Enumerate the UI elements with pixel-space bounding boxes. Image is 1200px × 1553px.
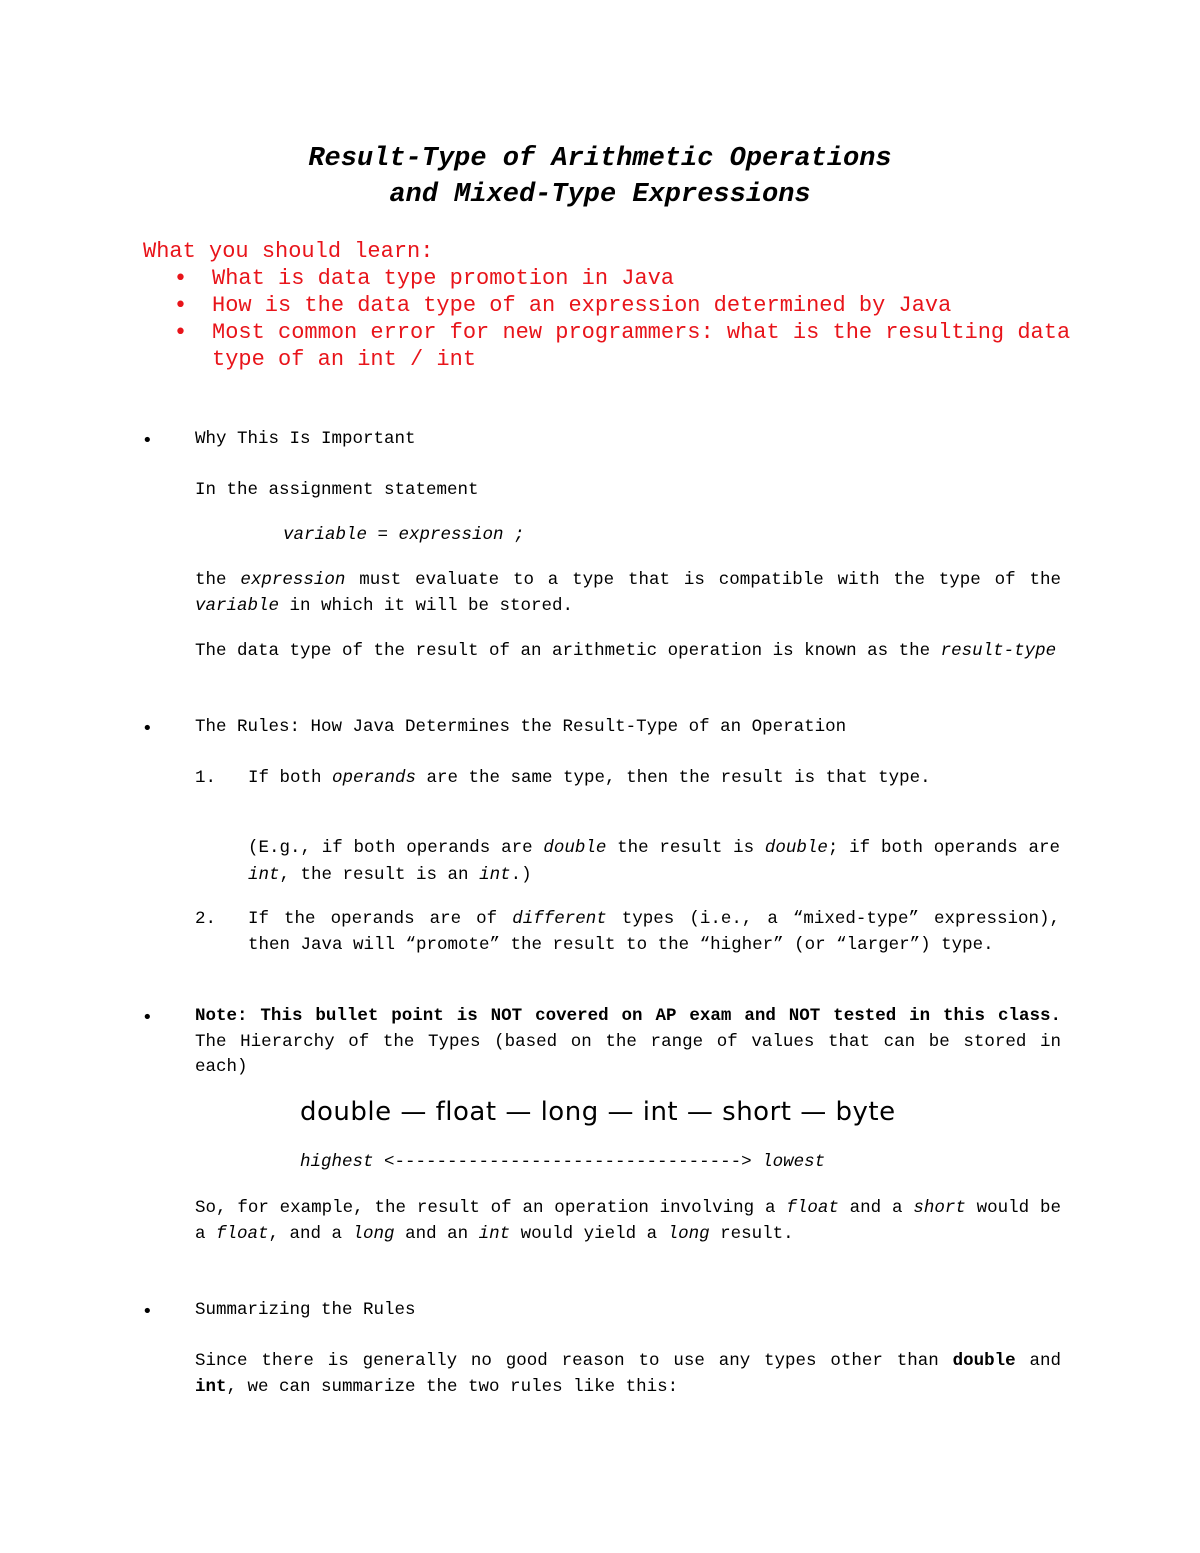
why-paragraph-2: The data type of the result of an arithmetic operation is known as the result-type [195, 641, 1057, 661]
why-paragraph-1: the expression must evaluate to a type that is compatible with the type of the variable in which it will be stored. [195, 570, 1061, 616]
learn-item: • What is data type promotion in Java [174, 266, 675, 291]
learn-list [172, 265, 1072, 373]
summary-paragraph: Since there is generally no good reason to use any types other than double and int, we can summarize the two rules like this: [195, 1351, 1061, 1397]
learn-item: • Most common error for new programmers: what is the resulting data type of an int / int [174, 320, 1071, 372]
bullet-icon: • [142, 1007, 153, 1028]
assignment-statement: variable = expression ; [283, 525, 525, 545]
section-heading-summary: Summarizing the Rules [195, 1300, 416, 1320]
why-intro: In the assignment statement [195, 480, 479, 500]
rule-2-text: If the operands are of different types (i.e., a “mixed-type” expression), then Java will “promote” the result to the “higher” (or “larger”) type. [248, 909, 1060, 955]
learn-heading: What you should learn: [143, 239, 434, 264]
bullet-icon: • [174, 266, 187, 291]
rule-1-example: (E.g., if both operands are double the result is double; if both operands are int, the result is an int.) [248, 838, 1060, 885]
bullet-icon: • [174, 293, 187, 318]
rule-1-text: If both operands are the same type, then the result is that type. [248, 768, 931, 788]
bullet-icon: • [142, 718, 153, 739]
title-line-2: and Mixed-Type Expressions [389, 180, 811, 210]
note-example: So, for example, the result of an operation involving a float and a short would be a float, and a long and an int would yield a long result. [195, 1198, 1062, 1244]
note-paragraph: Note: This bullet point is NOT covered on AP exam and NOT tested in this class. The Hierarchy of the Types (based on the range of values that can be stored in each) [195, 1006, 1061, 1077]
section-heading-why: Why This Is Important [195, 429, 416, 449]
hierarchy-arrow: highest <---------------------------------> lowest [300, 1152, 826, 1172]
title-line-1: Result-Type of Arithmetic Operations [308, 144, 892, 174]
bullet-icon: • [174, 320, 187, 345]
rule-1-number: 1. [195, 768, 217, 788]
rule-2-number: 2. [195, 909, 217, 929]
section-heading-rules: The Rules: How Java Determines the Result-Type of an Operation [195, 717, 847, 737]
bullet-icon: • [142, 430, 153, 451]
learn-item: • How is the data type of an expression determined by Java [174, 293, 952, 318]
bullet-icon: • [142, 1301, 153, 1322]
type-hierarchy: double — float — long — int — short — byte [300, 1097, 896, 1127]
